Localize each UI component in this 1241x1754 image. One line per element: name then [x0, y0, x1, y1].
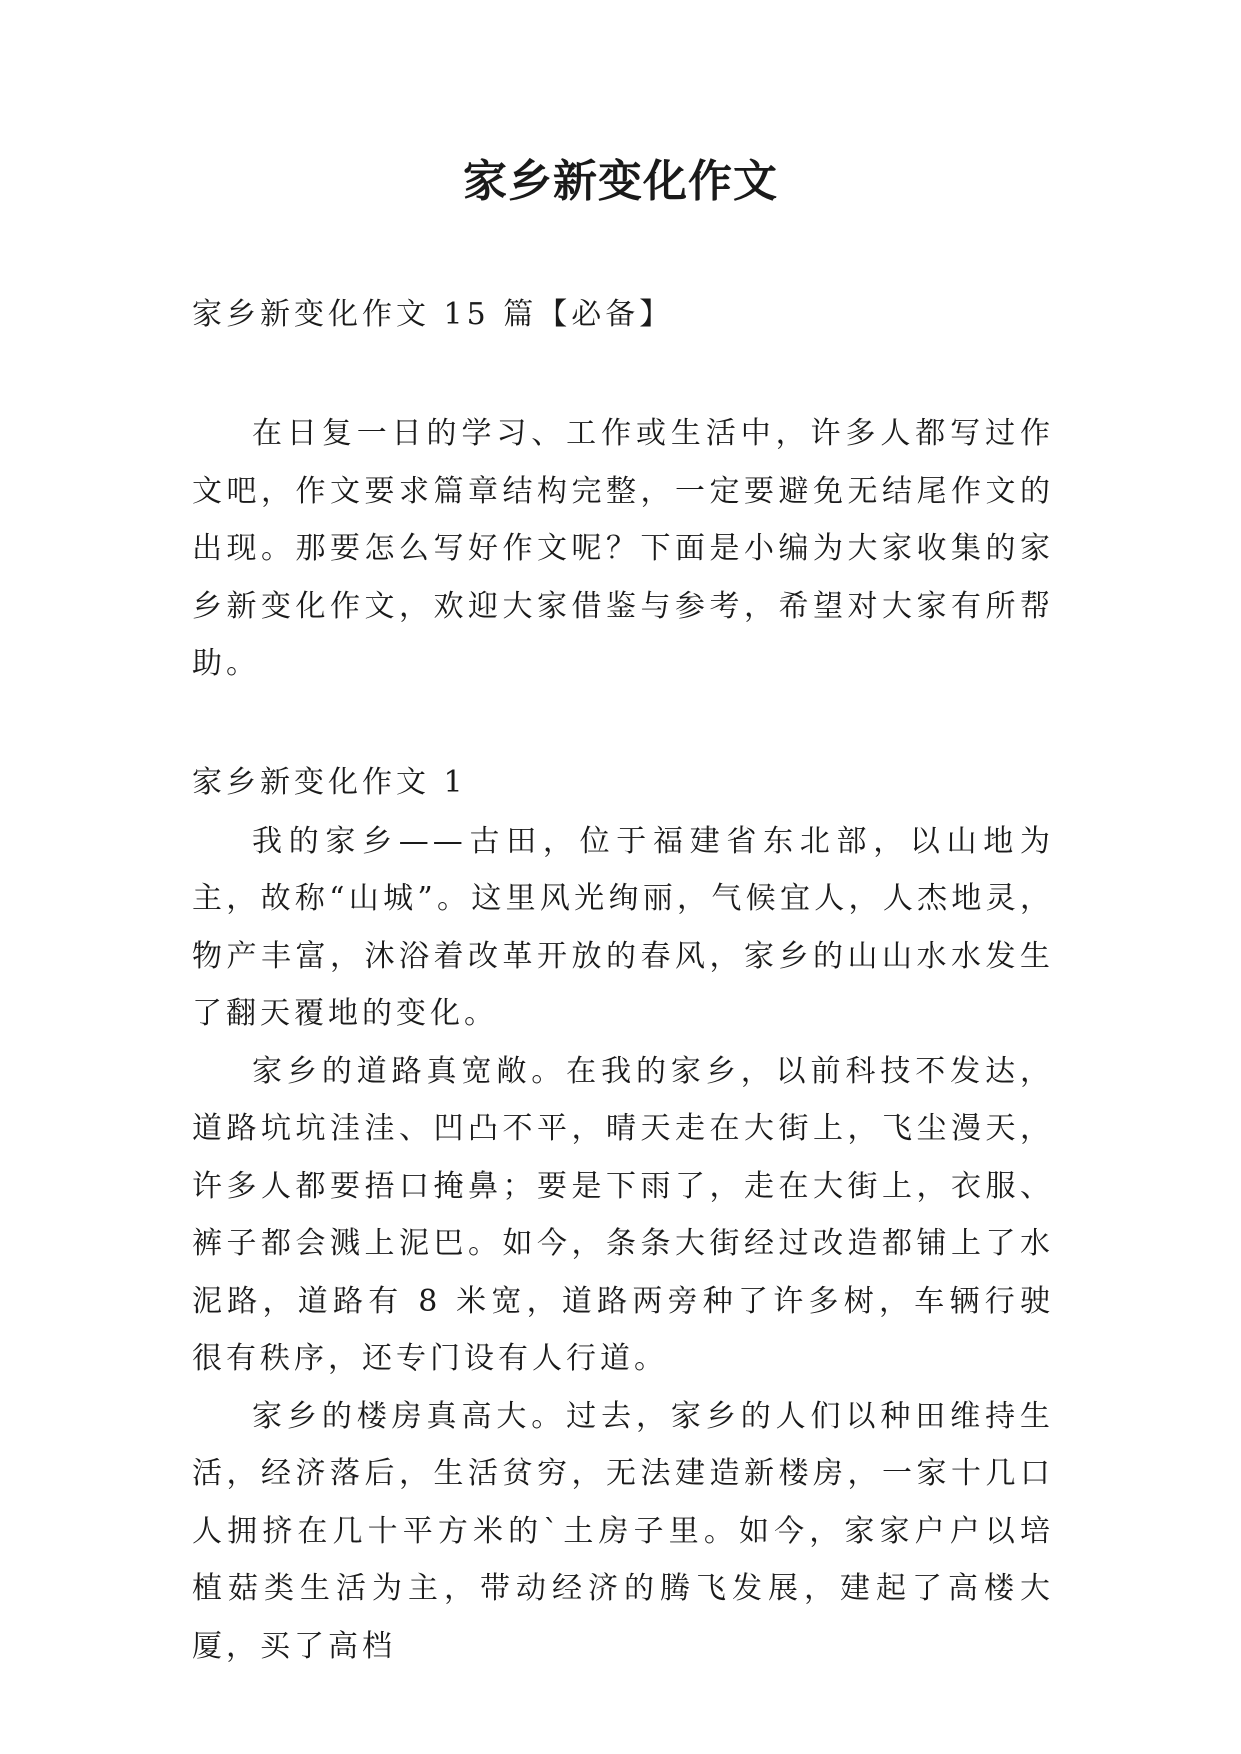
- document-subtitle: 家乡新变化作文 15 篇【必备】: [192, 297, 674, 332]
- section-heading: 家乡新变化作文 1: [192, 764, 467, 800]
- body-paragraph: 家乡的楼房真高大。过去，家乡的人们以种田维持生活，经济落后，生活贫穷，无法建造新楼房，一家十几口人拥挤在几十平方米的`土房子里。如今，家家户户以培植菇类生活为主，带动经济的腾飞发展，建起了高楼大厦，买了高档: [192, 1398, 1054, 1664]
- body-paragraph: 我的家乡——古田，位于福建省东北部，以山地为主，故称“山城”。这里风光绚丽，气候宜人，人杰地灵，物产丰富，沐浴着改革开放的春风，家乡的山山水水发生了翻天覆地的变化。: [192, 823, 1054, 1031]
- document-title: 家乡新变化作文: [463, 156, 778, 207]
- intro-paragraph: 在日复一日的学习、工作或生活中，许多人都写过作文吧，作文要求篇章结构完整，一定要避免无结尾作文的出现。那要怎么写好作文呢？下面是小编为大家收集的家乡新变化作文，欢迎大家借鉴与参考，希望对大家有所帮助。: [192, 416, 1054, 681]
- body-paragraph: 家乡的道路真宽敞。在我的家乡，以前科技不发达，道路坑坑洼洼、凹凸不平，晴天走在大街上，飞尘漫天，许多人都要捂口掩鼻；要是下雨了，走在大街上，衣服、裤子都会溅上泥巴。如今，条条大街经过改造都铺上了水泥路，道路有 8 米宽，道路两旁种了许多树，车辆行驶很有秩序，还专门设有人行道。: [192, 1053, 1054, 1376]
- document-body: [192, 285, 1054, 1675]
